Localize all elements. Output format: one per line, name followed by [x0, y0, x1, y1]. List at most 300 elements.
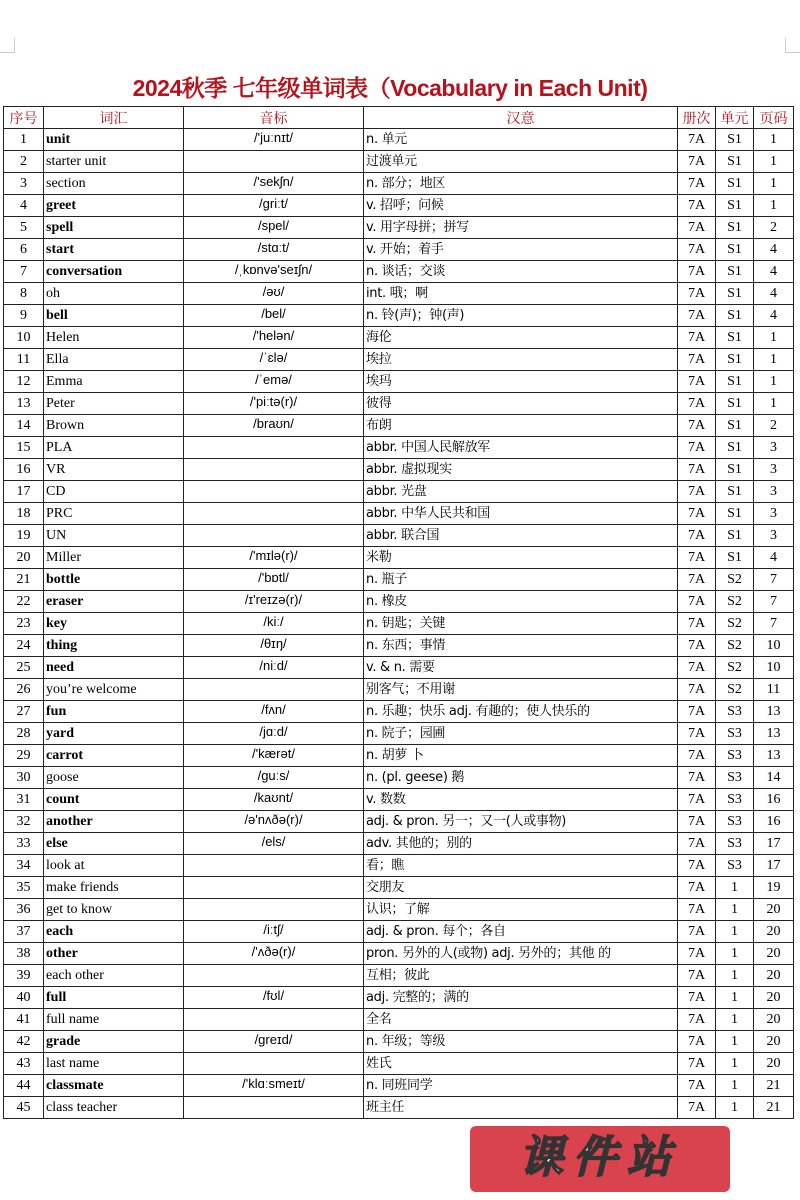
meaning-cell: n. 年级；等级	[364, 1031, 678, 1053]
meaning-cell: 全名	[364, 1009, 678, 1031]
row-index-cell: 20	[4, 547, 44, 569]
page-cell: 20	[754, 943, 794, 965]
book-cell: 7A	[678, 789, 716, 811]
book-cell: 7A	[678, 195, 716, 217]
word-cell: classmate	[44, 1075, 184, 1097]
row-index-cell: 35	[4, 877, 44, 899]
word-cell: Peter	[44, 393, 184, 415]
phonetic-cell: /ˈemə/	[184, 371, 364, 393]
table-row	[4, 855, 794, 877]
word-cell: key	[44, 613, 184, 635]
word-cell: Miller	[44, 547, 184, 569]
meaning-cell: n. 同班同学	[364, 1075, 678, 1097]
book-cell: 7A	[678, 481, 716, 503]
unit-cell: 1	[716, 1031, 754, 1053]
page-cell: 19	[754, 877, 794, 899]
phonetic-cell	[184, 855, 364, 877]
row-index-cell: 17	[4, 481, 44, 503]
book-cell: 7A	[678, 613, 716, 635]
page-cell: 1	[754, 173, 794, 195]
unit-cell: 1	[716, 943, 754, 965]
unit-cell: S1	[716, 371, 754, 393]
word-cell: other	[44, 943, 184, 965]
phonetic-cell	[184, 459, 364, 481]
phonetic-cell	[184, 899, 364, 921]
book-cell: 7A	[678, 1075, 716, 1097]
word-cell: section	[44, 173, 184, 195]
table-row	[4, 635, 794, 657]
unit-cell: S2	[716, 591, 754, 613]
row-index-cell: 26	[4, 679, 44, 701]
page-cell: 14	[754, 767, 794, 789]
meaning-cell: 过渡单元	[364, 151, 678, 173]
page-corner-mark	[785, 38, 800, 53]
book-cell: 7A	[678, 371, 716, 393]
page-cell: 3	[754, 503, 794, 525]
phonetic-cell: /'bɒtl/	[184, 569, 364, 591]
word-cell: PRC	[44, 503, 184, 525]
book-cell: 7A	[678, 239, 716, 261]
word-cell: Ella	[44, 349, 184, 371]
phonetic-cell: /ˈɛlə/	[184, 349, 364, 371]
unit-cell: S3	[716, 723, 754, 745]
table-row	[4, 899, 794, 921]
phonetic-cell	[184, 877, 364, 899]
phonetic-cell: /niːd/	[184, 657, 364, 679]
table-row	[4, 613, 794, 635]
meaning-cell: 埃玛	[364, 371, 678, 393]
unit-cell: S1	[716, 217, 754, 239]
row-index-cell: 1	[4, 129, 44, 151]
page-cell: 16	[754, 811, 794, 833]
meaning-cell: abbr. 虚拟现实	[364, 459, 678, 481]
page-cell: 21	[754, 1097, 794, 1119]
unit-cell: 1	[716, 1053, 754, 1075]
table-row	[4, 833, 794, 855]
word-cell: get to know	[44, 899, 184, 921]
page-cell: 3	[754, 459, 794, 481]
word-cell: thing	[44, 635, 184, 657]
meaning-cell: abbr. 联合国	[364, 525, 678, 547]
unit-cell: S1	[716, 415, 754, 437]
table-row	[4, 679, 794, 701]
book-cell: 7A	[678, 767, 716, 789]
phonetic-cell: /kiː/	[184, 613, 364, 635]
meaning-cell: n. 单元	[364, 129, 678, 151]
word-cell: you’re welcome	[44, 679, 184, 701]
word-cell: Helen	[44, 327, 184, 349]
page-cell: 7	[754, 591, 794, 613]
row-index-cell: 8	[4, 283, 44, 305]
page-cell: 4	[754, 239, 794, 261]
phonetic-cell: /'helən/	[184, 327, 364, 349]
row-index-cell: 31	[4, 789, 44, 811]
table-row	[4, 789, 794, 811]
word-cell: make friends	[44, 877, 184, 899]
page-cell: 1	[754, 327, 794, 349]
unit-cell: S2	[716, 613, 754, 635]
word-cell: full name	[44, 1009, 184, 1031]
unit-cell: 1	[716, 1097, 754, 1119]
meaning-cell: adv. 其他的；别的	[364, 833, 678, 855]
page-cell: 20	[754, 1053, 794, 1075]
meaning-cell: abbr. 中国人民解放军	[364, 437, 678, 459]
vocabulary-table	[3, 106, 794, 1119]
page-cell: 7	[754, 613, 794, 635]
table-row	[4, 723, 794, 745]
row-index-cell: 23	[4, 613, 44, 635]
row-index-cell: 24	[4, 635, 44, 657]
unit-cell: S3	[716, 833, 754, 855]
table-row	[4, 1031, 794, 1053]
table-row	[4, 261, 794, 283]
header-meaning: 汉意	[364, 107, 678, 129]
table-row	[4, 239, 794, 261]
unit-cell: S1	[716, 349, 754, 371]
unit-cell: S1	[716, 481, 754, 503]
word-cell: count	[44, 789, 184, 811]
document-title: 2024秋季 七年级单词表（Vocabulary in Each Unit)	[132, 75, 648, 101]
book-cell: 7A	[678, 525, 716, 547]
row-index-cell: 33	[4, 833, 44, 855]
page-cell: 13	[754, 723, 794, 745]
word-cell: unit	[44, 129, 184, 151]
table-row	[4, 371, 794, 393]
page-cell: 4	[754, 547, 794, 569]
phonetic-cell: /ˌkɒnvə'seɪʃn/	[184, 261, 364, 283]
page-cell: 20	[754, 921, 794, 943]
book-cell: 7A	[678, 305, 716, 327]
word-cell: oh	[44, 283, 184, 305]
table-row	[4, 569, 794, 591]
page-cell: 1	[754, 151, 794, 173]
unit-cell: 1	[716, 987, 754, 1009]
phonetic-cell	[184, 1053, 364, 1075]
book-cell: 7A	[678, 811, 716, 833]
row-index-cell: 16	[4, 459, 44, 481]
row-index-cell: 44	[4, 1075, 44, 1097]
word-cell: bell	[44, 305, 184, 327]
meaning-cell: n. 院子；园圃	[364, 723, 678, 745]
meaning-cell: adj. 完整的；满的	[364, 987, 678, 1009]
page-corner-mark	[0, 38, 15, 53]
book-cell: 7A	[678, 635, 716, 657]
book-cell: 7A	[678, 261, 716, 283]
book-cell: 7A	[678, 855, 716, 877]
word-cell: fun	[44, 701, 184, 723]
page-cell: 1	[754, 129, 794, 151]
table-row	[4, 745, 794, 767]
book-cell: 7A	[678, 943, 716, 965]
phonetic-cell	[184, 1009, 364, 1031]
meaning-cell: pron. 另外的人(或物) adj. 另外的；其他 的	[364, 943, 678, 965]
meaning-cell: 认识；了解	[364, 899, 678, 921]
table-row	[4, 591, 794, 613]
meaning-cell: 埃拉	[364, 349, 678, 371]
word-cell: each other	[44, 965, 184, 987]
phonetic-cell	[184, 525, 364, 547]
unit-cell: S1	[716, 261, 754, 283]
row-index-cell: 25	[4, 657, 44, 679]
phonetic-cell	[184, 151, 364, 173]
meaning-cell: abbr. 光盘	[364, 481, 678, 503]
word-cell: goose	[44, 767, 184, 789]
row-index-cell: 3	[4, 173, 44, 195]
word-cell: else	[44, 833, 184, 855]
meaning-cell: 海伦	[364, 327, 678, 349]
book-cell: 7A	[678, 679, 716, 701]
meaning-cell: 交朋友	[364, 877, 678, 899]
page-cell: 1	[754, 371, 794, 393]
unit-cell: S1	[716, 525, 754, 547]
book-cell: 7A	[678, 503, 716, 525]
phonetic-cell	[184, 965, 364, 987]
phonetic-cell: /bel/	[184, 305, 364, 327]
row-index-cell: 11	[4, 349, 44, 371]
table-row	[4, 393, 794, 415]
meaning-cell: v. 开始；着手	[364, 239, 678, 261]
row-index-cell: 32	[4, 811, 44, 833]
word-cell: conversation	[44, 261, 184, 283]
unit-cell: S1	[716, 173, 754, 195]
book-cell: 7A	[678, 657, 716, 679]
book-cell: 7A	[678, 591, 716, 613]
row-index-cell: 43	[4, 1053, 44, 1075]
phonetic-cell	[184, 481, 364, 503]
phonetic-cell: /fʊl/	[184, 987, 364, 1009]
phonetic-cell: /guːs/	[184, 767, 364, 789]
word-cell: Brown	[44, 415, 184, 437]
unit-cell: 1	[716, 965, 754, 987]
meaning-cell: n. 铃(声)；钟(声)	[364, 305, 678, 327]
phonetic-cell: /braʊn/	[184, 415, 364, 437]
table-row	[4, 657, 794, 679]
page-cell: 3	[754, 525, 794, 547]
meaning-cell: 彼得	[364, 393, 678, 415]
unit-cell: S1	[716, 239, 754, 261]
word-cell: each	[44, 921, 184, 943]
meaning-cell: abbr. 中华人民共和国	[364, 503, 678, 525]
meaning-cell: v. 用字母拼；拼写	[364, 217, 678, 239]
row-index-cell: 37	[4, 921, 44, 943]
phonetic-cell: /jɑːd/	[184, 723, 364, 745]
unit-cell: S1	[716, 503, 754, 525]
book-cell: 7A	[678, 415, 716, 437]
row-index-cell: 12	[4, 371, 44, 393]
unit-cell: S2	[716, 635, 754, 657]
table-row	[4, 217, 794, 239]
page-cell: 3	[754, 437, 794, 459]
book-cell: 7A	[678, 173, 716, 195]
word-cell: carrot	[44, 745, 184, 767]
row-index-cell: 4	[4, 195, 44, 217]
meaning-cell: n. 胡萝 卜	[364, 745, 678, 767]
table-row	[4, 195, 794, 217]
book-cell: 7A	[678, 283, 716, 305]
row-index-cell: 30	[4, 767, 44, 789]
word-cell: look at	[44, 855, 184, 877]
phonetic-cell: /'juːnɪt/	[184, 129, 364, 151]
table-row	[4, 767, 794, 789]
phonetic-cell: /əʊ/	[184, 283, 364, 305]
word-cell: CD	[44, 481, 184, 503]
unit-cell: S2	[716, 569, 754, 591]
table-row	[4, 1009, 794, 1031]
row-index-cell: 38	[4, 943, 44, 965]
book-cell: 7A	[678, 327, 716, 349]
page-cell: 17	[754, 833, 794, 855]
page-cell: 10	[754, 635, 794, 657]
unit-cell: S1	[716, 129, 754, 151]
word-cell: PLA	[44, 437, 184, 459]
meaning-cell: n. 东西；事情	[364, 635, 678, 657]
page-cell: 20	[754, 987, 794, 1009]
table-row	[4, 283, 794, 305]
phonetic-cell	[184, 1097, 364, 1119]
meaning-cell: 布朗	[364, 415, 678, 437]
word-cell: greet	[44, 195, 184, 217]
word-cell: last name	[44, 1053, 184, 1075]
phonetic-cell: /els/	[184, 833, 364, 855]
unit-cell: 1	[716, 1009, 754, 1031]
table-row	[4, 437, 794, 459]
book-cell: 7A	[678, 921, 716, 943]
table-row	[4, 1053, 794, 1075]
row-index-cell: 15	[4, 437, 44, 459]
header-page: 页码	[754, 107, 794, 129]
book-cell: 7A	[678, 987, 716, 1009]
table-row	[4, 811, 794, 833]
table-row	[4, 877, 794, 899]
phonetic-cell: /ə'nʌðə(r)/	[184, 811, 364, 833]
word-cell: full	[44, 987, 184, 1009]
book-cell: 7A	[678, 437, 716, 459]
unit-cell: 1	[716, 921, 754, 943]
unit-cell: 1	[716, 899, 754, 921]
book-cell: 7A	[678, 1053, 716, 1075]
word-cell: start	[44, 239, 184, 261]
unit-cell: S1	[716, 459, 754, 481]
header-index: 序号	[4, 107, 44, 129]
page-cell: 20	[754, 1031, 794, 1053]
page-cell: 3	[754, 481, 794, 503]
row-index-cell: 7	[4, 261, 44, 283]
phonetic-cell	[184, 503, 364, 525]
meaning-cell: n. 乐趣；快乐 adj. 有趣的；使人快乐的	[364, 701, 678, 723]
header-word: 词汇	[44, 107, 184, 129]
word-cell: grade	[44, 1031, 184, 1053]
book-cell: 7A	[678, 1009, 716, 1031]
table-row	[4, 503, 794, 525]
meaning-cell: n. 部分；地区	[364, 173, 678, 195]
book-cell: 7A	[678, 965, 716, 987]
meaning-cell: n. 谈话；交谈	[364, 261, 678, 283]
table-row	[4, 987, 794, 1009]
row-index-cell: 13	[4, 393, 44, 415]
table-row	[4, 173, 794, 195]
page-cell: 2	[754, 415, 794, 437]
book-cell: 7A	[678, 349, 716, 371]
phonetic-cell: /stɑːt/	[184, 239, 364, 261]
page-cell: 10	[754, 657, 794, 679]
page-cell: 2	[754, 217, 794, 239]
page-cell: 4	[754, 283, 794, 305]
row-index-cell: 45	[4, 1097, 44, 1119]
book-cell: 7A	[678, 569, 716, 591]
book-cell: 7A	[678, 833, 716, 855]
page-cell: 11	[754, 679, 794, 701]
row-index-cell: 29	[4, 745, 44, 767]
book-cell: 7A	[678, 745, 716, 767]
row-index-cell: 36	[4, 899, 44, 921]
row-index-cell: 34	[4, 855, 44, 877]
phonetic-cell: /'piːtə(r)/	[184, 393, 364, 415]
row-index-cell: 40	[4, 987, 44, 1009]
phonetic-cell: /greɪd/	[184, 1031, 364, 1053]
row-index-cell: 10	[4, 327, 44, 349]
word-cell: UN	[44, 525, 184, 547]
unit-cell: S2	[716, 679, 754, 701]
unit-cell: S3	[716, 767, 754, 789]
watermark-text: 课件站	[519, 1132, 681, 1183]
row-index-cell: 22	[4, 591, 44, 613]
table-row	[4, 129, 794, 151]
unit-cell: S1	[716, 547, 754, 569]
page-cell: 16	[754, 789, 794, 811]
unit-cell: S1	[716, 437, 754, 459]
book-cell: 7A	[678, 129, 716, 151]
phonetic-cell: /θɪŋ/	[184, 635, 364, 657]
table-row	[4, 305, 794, 327]
page-cell: 13	[754, 701, 794, 723]
meaning-cell: v. 数数	[364, 789, 678, 811]
unit-cell: S1	[716, 151, 754, 173]
unit-cell: S2	[716, 657, 754, 679]
phonetic-cell: /'sekʃn/	[184, 173, 364, 195]
row-index-cell: 41	[4, 1009, 44, 1031]
book-cell: 7A	[678, 1031, 716, 1053]
phonetic-cell: /kaʊnt/	[184, 789, 364, 811]
unit-cell: S3	[716, 701, 754, 723]
word-cell: Emma	[44, 371, 184, 393]
meaning-cell: 别客气；不用谢	[364, 679, 678, 701]
book-cell: 7A	[678, 217, 716, 239]
row-index-cell: 5	[4, 217, 44, 239]
table-row	[4, 943, 794, 965]
meaning-cell: v. & n. 需要	[364, 657, 678, 679]
book-cell: 7A	[678, 393, 716, 415]
phonetic-cell: /ɪ'reɪzə(r)/	[184, 591, 364, 613]
page-cell: 17	[754, 855, 794, 877]
page-cell: 7	[754, 569, 794, 591]
header-unit: 单元	[716, 107, 754, 129]
table-row	[4, 921, 794, 943]
table-row	[4, 965, 794, 987]
unit-cell: S1	[716, 305, 754, 327]
unit-cell: 1	[716, 1075, 754, 1097]
page-cell: 20	[754, 899, 794, 921]
meaning-cell: adj. & pron. 另一；又一(人或事物)	[364, 811, 678, 833]
word-cell: spell	[44, 217, 184, 239]
unit-cell: S1	[716, 283, 754, 305]
page-cell: 1	[754, 195, 794, 217]
header-book: 册次	[678, 107, 716, 129]
row-index-cell: 28	[4, 723, 44, 745]
phonetic-cell: /iːtʃ/	[184, 921, 364, 943]
phonetic-cell: /fʌn/	[184, 701, 364, 723]
phonetic-cell: /griːt/	[184, 195, 364, 217]
unit-cell: S1	[716, 393, 754, 415]
